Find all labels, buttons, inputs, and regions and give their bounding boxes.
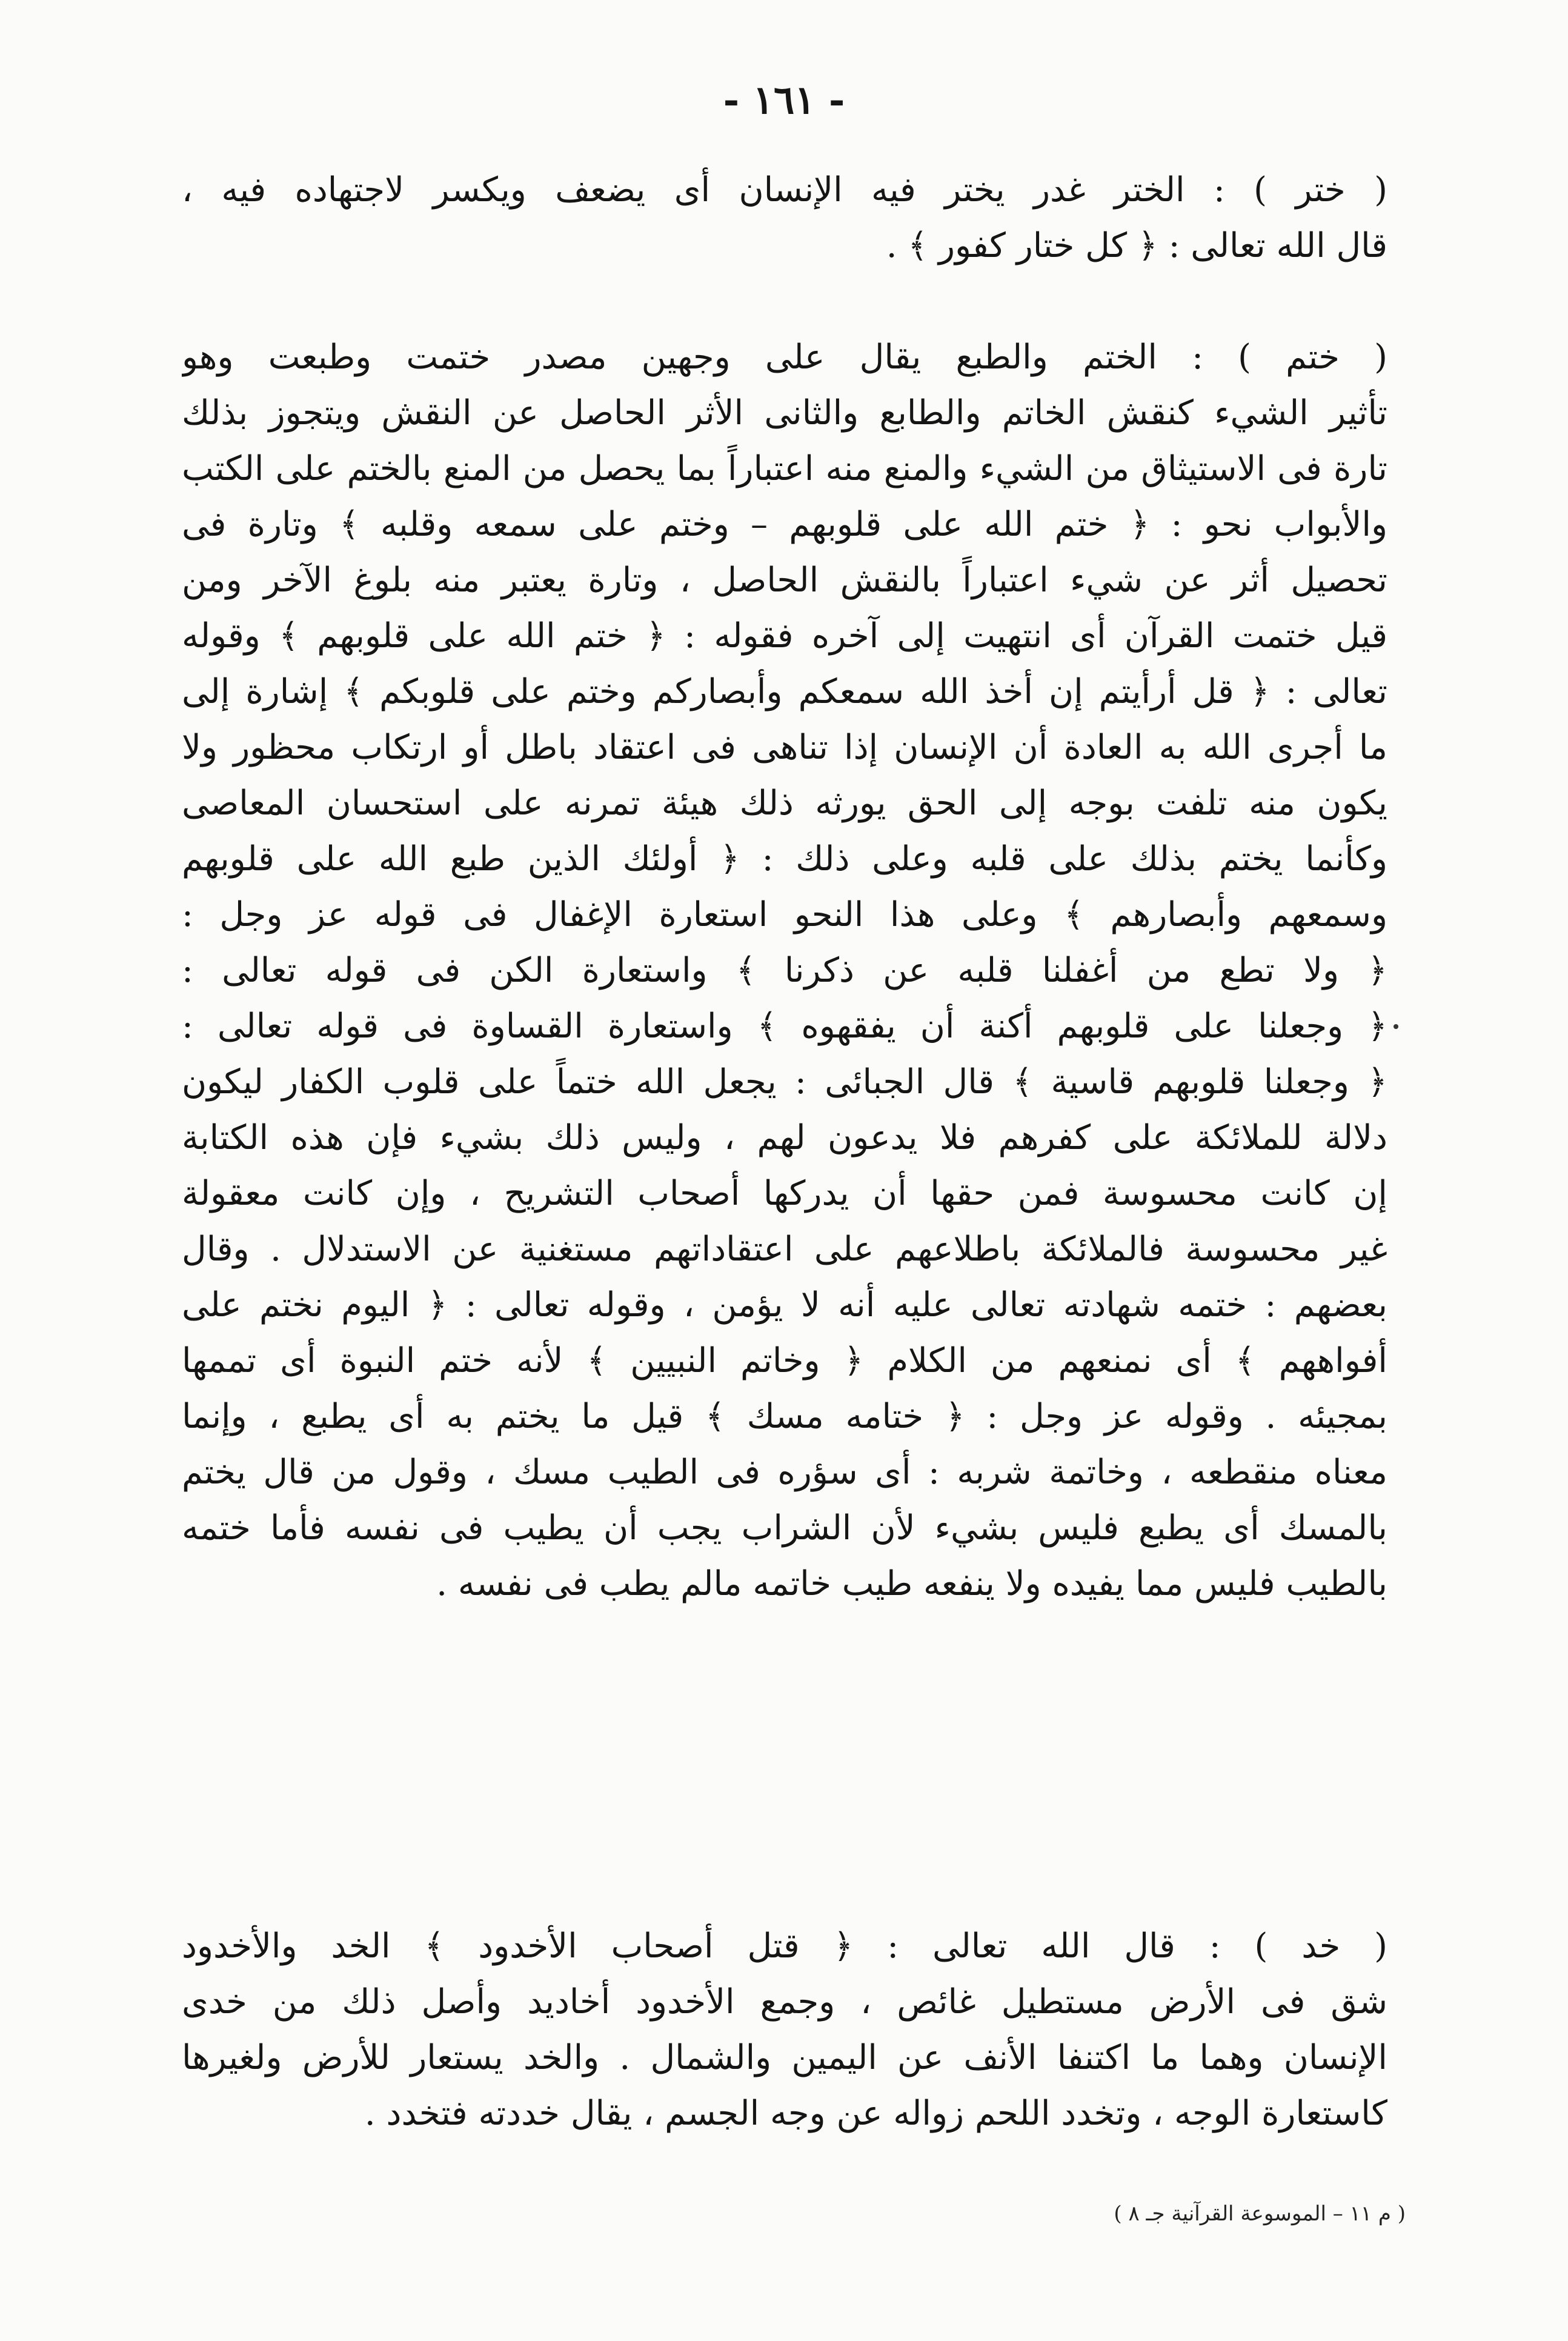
text-line: والأبواب نحو : ﴿ ختم الله على قلوبهم – وختم على سمعه وقلبه ﴾ وتارة فى [182, 505, 1387, 544]
text-line: بعضهم : ختمه شهادته تعالى عليه أنه لا يؤمن ، وقوله تعالى : ﴿ اليوم نختم على [182, 1285, 1387, 1325]
text-line: الإنسان وهما ما اكتنفا الأنف عن اليمين والشمال . والخد يستعار للأرض ولغيرها [182, 2038, 1387, 2077]
text-line: معناه منقطعه ، وخاتمة شربه : أى سؤره فى الطيب مسك ، وقول من قال يختم [182, 1453, 1387, 1492]
text-line: ﴿ وجعلنا على قلوبهم أكنة أن يفقهوه ﴾ واستعارة القساوة فى قوله تعالى : [182, 1007, 1387, 1046]
ink-speck [1394, 1024, 1398, 1029]
text-line: دلالة للملائكة على كفرهم فلا يدعون لهم ، وليس ذلك بشيء فإن هذه الكتابة [182, 1118, 1387, 1157]
text-line: تحصيل أثر عن شيء اعتباراً بالنقش الحاصل ، وتارة يعتبر منه بلوغ الآخر ومن [182, 561, 1387, 600]
entry-khatm [182, 330, 1387, 1612]
text-line: ﴿ ولا تطع من أغفلنا قلبه عن ذكرنا ﴾ واستعارة الكن فى قوله تعالى : [182, 951, 1387, 990]
page-number: - ١٦١ - [723, 78, 845, 123]
text-line: بالطيب فليس مما يفيده ولا ينفعه طيب خاتمه مالم يطب فى نفسه . [436, 1564, 1387, 1603]
text-line: ( ختر ) : الختر غدر يختر فيه الإنسان أى يضعف ويكسر لاجتهاده فيه ، [182, 170, 1387, 210]
text-line: بمجيئه . وقوله عز وجل : ﴿ ختامه مسك ﴾ قيل ما يختم به أى يطبع ، وإنما [182, 1397, 1387, 1436]
text-line: غير محسوسة فالملائكة باطلاعهم على اعتقاداتهم مستغنية عن الاستدلال . وقال [182, 1230, 1387, 1269]
entry-khatr [182, 162, 1387, 274]
text-line: أفواههم ﴾ أى نمنعهم من الكلام ﴿ وخاتم النبيين ﴾ لأنه ختم النبوة أى تممها [182, 1341, 1387, 1380]
footnote: ( م ١١ – الموسوعة القرآنية جـ ٨ ) [1114, 2202, 1406, 2226]
text-line: يكون منه تلفت بوجه إلى الحق يورثه ذلك هيئة تمرنه على استحسان المعاصى [182, 784, 1387, 823]
text-line: ( خد ) : قال الله تعالى : ﴿ قتل أصحاب الأخدود ﴾ الخد والأخدود [182, 1926, 1387, 1966]
text-line: كاستعارة الوجه ، وتخدد اللحم زواله عن وجه الجسم ، يقال خددته فتخدد . [364, 2094, 1387, 2133]
text-line: بالمسك أى يطبع فليس بشيء لأن الشراب يجب أن يطيب فى نفسه فأما ختمه [182, 1508, 1387, 1548]
text-line: قيل ختمت القرآن أى انتهيت إلى آخره فقوله : ﴿ ختم الله على قلوبهم ﴾ وقوله [182, 616, 1387, 656]
text-line: تارة فى الاستيثاق من الشيء والمنع منه اعتباراً بما يحصل من المنع بالختم على الكتب [182, 449, 1387, 488]
text-line: ما أجرى الله به العادة أن الإنسان إذا تناهى فى اعتقاد باطل أو ارتكاب محظور ولا [182, 728, 1387, 767]
text-line: تأثير الشيء كنقش الخاتم والطابع والثانى الأثر الحاصل عن النقش ويتجوز بذلك [182, 393, 1387, 433]
text-line: إن كانت محسوسة فمن حقها أن يدركها أصحاب التشريح ، وإن كانت معقولة [182, 1174, 1387, 1213]
text-line: وسمعهم وأبصارهم ﴾ وعلى هذا النحو استعارة الإغفال فى قوله عز وجل : [182, 895, 1387, 934]
text-line: قال الله تعالى : ﴿ كل ختار كفور ﴾ . [886, 226, 1387, 265]
entry-khadd [182, 1919, 1387, 2142]
text-line: ﴿ وجعلنا قلوبهم قاسية ﴾ قال الجبائى : يجعل الله ختماً على قلوب الكفار ليكون [182, 1062, 1387, 1102]
text-line: ( ختم ) : الختم والطبع يقال على وجهين مصدر ختمت وطبعت وهو [182, 338, 1387, 377]
text-line: شق فى الأرض مستطيل غائص ، وجمع الأخدود أخاديد وأصل ذلك من خدى [182, 1982, 1387, 2022]
text-line: وكأنما يختم بذلك على قلبه وعلى ذلك : ﴿ أولئك الذين طبع الله على قلوبهم [182, 839, 1387, 879]
text-line: تعالى : ﴿ قل أرأيتم إن أخذ الله سمعكم وأبصاركم وختم على قلوبكم ﴾ إشارة إلى [182, 672, 1387, 711]
